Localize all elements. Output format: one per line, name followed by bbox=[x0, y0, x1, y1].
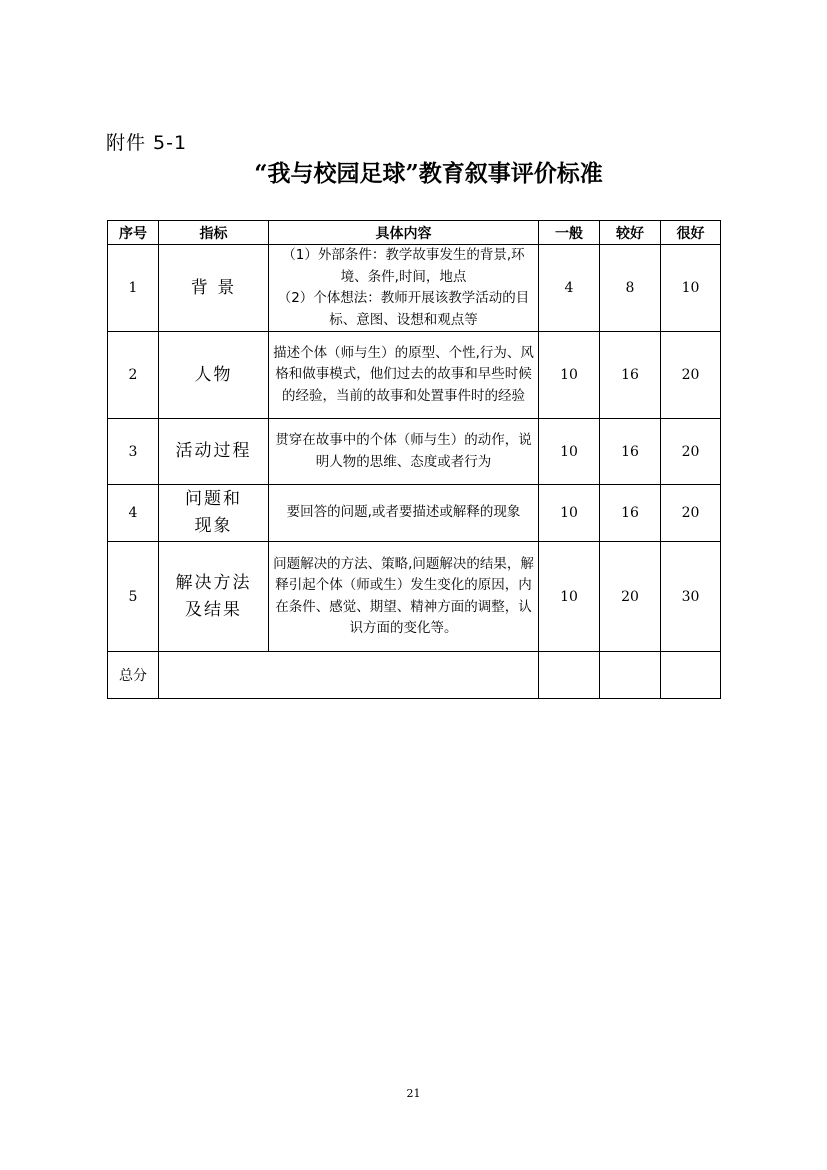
score-good: 16 bbox=[600, 332, 661, 419]
row-content bbox=[269, 542, 539, 652]
score-very-good: 20 bbox=[661, 332, 721, 419]
document-title: “我与校园足球”教育叙事评价标准 bbox=[254, 160, 603, 187]
score-very-good: 20 bbox=[661, 485, 721, 542]
total-good-cell bbox=[600, 652, 661, 699]
annex-label: 附件 5-1 bbox=[106, 132, 188, 154]
table-row bbox=[108, 245, 721, 332]
evaluation-table bbox=[107, 220, 721, 699]
row-indicator: 人物 bbox=[159, 332, 269, 419]
row-seq: 1 bbox=[108, 245, 159, 332]
score-very-good: 20 bbox=[661, 419, 721, 485]
score-good: 16 bbox=[600, 485, 661, 542]
row-indicator bbox=[159, 485, 269, 542]
header-indicator: 指标 bbox=[159, 221, 269, 245]
score-general: 10 bbox=[539, 485, 600, 542]
indicator-line: 及结果 bbox=[185, 599, 242, 620]
indicator-line: 现象 bbox=[194, 516, 233, 536]
content-line: 要回答的问题,或者要描述或解释的现象 bbox=[286, 504, 521, 521]
total-very-good-cell bbox=[661, 652, 721, 699]
table-row bbox=[108, 542, 721, 652]
content-line: 问题解决的方法、策略,问题解决的结果，解释引起个体（师或生）发生变化的原因，内在条件、感觉、期望、精神方面的调整，认识方面的变化等。 bbox=[273, 555, 534, 636]
score-good: 20 bbox=[600, 542, 661, 652]
content-line: 描述个体（师与生）的原型、个性,行为、风格和做事模式，他们过去的故事和早些时候的经验，当前的故事和处置事件时的经验 bbox=[273, 344, 534, 404]
header-content: 具体内容 bbox=[269, 221, 539, 245]
score-general: 4 bbox=[539, 245, 600, 332]
row-indicator bbox=[159, 542, 269, 652]
content-line: （1）外部条件：教学故事发生的背景,环境、条件,时间，地点 bbox=[282, 247, 525, 285]
score-good: 8 bbox=[600, 245, 661, 332]
score-general: 10 bbox=[539, 542, 600, 652]
header-very-good: 很好 bbox=[661, 221, 721, 245]
total-empty-cell bbox=[159, 652, 539, 699]
indicator-line: 解决方法 bbox=[175, 572, 252, 593]
table-header-row bbox=[108, 221, 721, 245]
row-indicator: 活动过程 bbox=[159, 419, 269, 485]
score-general: 10 bbox=[539, 332, 600, 419]
row-content bbox=[269, 485, 539, 542]
row-seq: 2 bbox=[108, 332, 159, 419]
total-general-cell bbox=[539, 652, 600, 699]
table-row bbox=[108, 485, 721, 542]
score-very-good: 30 bbox=[661, 542, 721, 652]
table-row bbox=[108, 419, 721, 485]
header-seq: 序号 bbox=[108, 221, 159, 245]
content-line: 贯穿在故事中的个体（师与生）的动作，说明人物的思维、态度或者行为 bbox=[275, 432, 532, 470]
score-good: 16 bbox=[600, 419, 661, 485]
page-number: 21 bbox=[406, 1087, 421, 1100]
total-label: 总分 bbox=[108, 652, 159, 699]
indicator-line: 问题和 bbox=[185, 489, 242, 509]
row-content bbox=[269, 332, 539, 419]
row-seq: 3 bbox=[108, 419, 159, 485]
row-content bbox=[269, 245, 539, 332]
row-seq: 4 bbox=[108, 485, 159, 542]
score-general: 10 bbox=[539, 419, 600, 485]
content-line: （2）个体想法：教师开展该教学活动的目标、意图、设想和观点等 bbox=[277, 290, 530, 328]
header-general: 一般 bbox=[539, 221, 600, 245]
score-very-good: 10 bbox=[661, 245, 721, 332]
row-indicator: 背 景 bbox=[159, 245, 269, 332]
table-total-row bbox=[108, 652, 721, 699]
table-row bbox=[108, 332, 721, 419]
header-good: 较好 bbox=[600, 221, 661, 245]
row-content bbox=[269, 419, 539, 485]
row-seq: 5 bbox=[108, 542, 159, 652]
